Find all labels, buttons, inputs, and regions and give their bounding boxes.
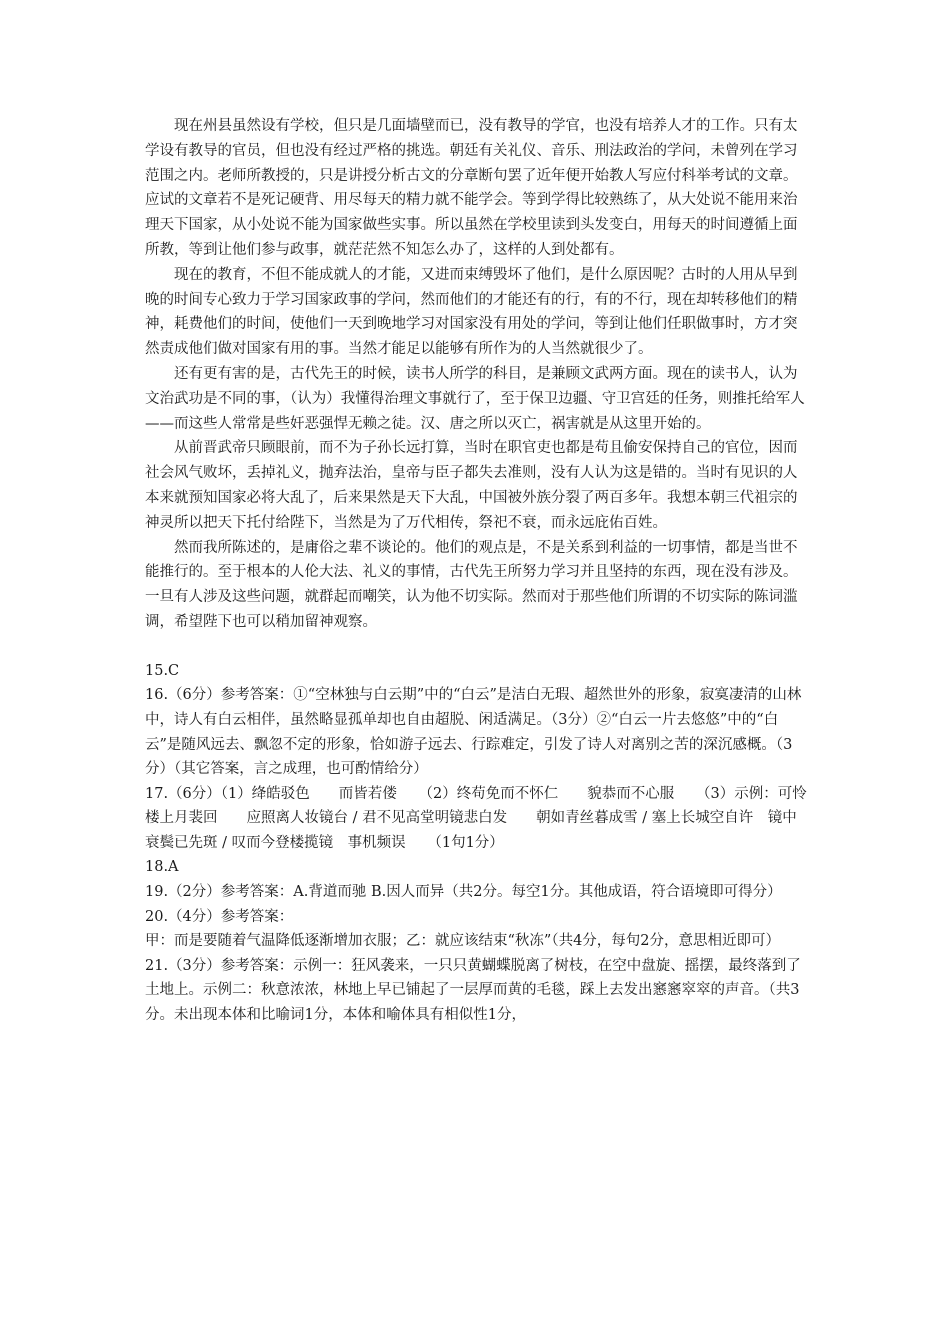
answer-17: 17.（6分）（1）绛皓驳色 而皆若偻 （2）终苟免而不怀仁 貌恭而不心服 （3）示例：可怜楼上月裴回 应照离人妆镜台 / 君不见高堂明镜悲白发 朝如青丝暮成雪 / 塞上长城空自许 镜中衰鬓已先斑 / 叹而今登楼揽镜 事机频误 （1句1分） <box>145 785 807 851</box>
translation-section <box>145 114 810 635</box>
answer-21: 21.（3分）参考答案：示例一：狂风袭来，一只只黄蝴蝶脱离了树枝，在空中盘旋、摇摆，最终落到了土地上。示例二：秋意浓浓，林地上早已铺起了一层厚而黄的毛毯，踩上去发出窸窸窣窣的声音。（共3分。未出现本体和比喻词1分，本体和喻体具有相似性1分， <box>145 957 801 1024</box>
answer-19: 19.（2分）参考答案：A.背道而驰 B.因人而异（共2分。每空1分。其他成语，符合语境即可得分） <box>145 884 782 901</box>
answer-18: 18.A <box>145 859 179 876</box>
translation-paragraph: 现在州县虽然设有学校，但只是几面墙壁而已，没有教导的学官，也没有培养人才的工作。只有太学设有教导的官员，但也没有经过严格的挑选。朝廷有关礼仪、音乐、刑法政治的学问，未曾列在学习范围之内。老师所教授的，只是讲授分析古文的分章断句罢了近年便开始教人写应付科举考试的文章。应试的文章若不是死记硬背、用尽每天的精力就不能学会。等到学得比较熟练了，从大处说不能用来治理天下国家，从小处说不能为国家做些实事。所以虽然在学校里读到头发变白，用每天的时间遵循上面所教，等到让他们参与政事，就茫茫然不知怎么办了，这样的人到处都有。 <box>145 118 798 258</box>
answer-15: 15.C <box>145 662 180 679</box>
translation-paragraph: 现在的教育，不但不能成就人的才能，又进而束缚毁坏了他们，是什么原因呢？古时的人用从早到晚的时间专心致力于学习国家政事的学问，然而他们的才能还有的行，有的不行，现在却转移他们的精神，耗费他们的时间，使他们一天到晚地学习对国家没有用处的学问，等到让他们任职做事时，方才突然责成他们做对国家有用的事。当然才能足以能够有所作为的人当然就很少了。 <box>145 266 798 358</box>
answer-20-body: 甲：而是要随着气温降低逐渐增加衣服；乙：就应该结束“秋冻”（共4分，每句2分，意思相近即可） <box>145 933 781 950</box>
translation-paragraph: 从前晋武帝只顾眼前，而不为子孙长远打算，当时在职官吏也都是苟且偷安保持自己的官位，因而社会风气败坏，丢掉礼义，抛弃法治，皇帝与臣子都失去准则，没有人认为这是错的。当时有见识的人本来就预知国家必将大乱了，后来果然是天下大乱，中国被外族分裂了两百多年。我想本朝三代祖宗的神灵所以把天下托付给陛下，当然是为了万代相传，祭祀不衰，而永远庇佑百姓。 <box>145 440 798 531</box>
answer-key-section <box>145 659 810 1028</box>
answer-20-heading: 20.（4分）参考答案： <box>145 908 294 925</box>
translation-paragraph: 还有更有害的是，古代先王的时候，读书人所学的科目，是兼顾文武两方面。现在的读书人，认为文治武功是不同的事，（认为）我懂得治理文事就行了，至于保卫边疆、守卫宫廷的任务，则推托给军人——而这些人常常是些奸恶强悍无赖之徒。汉、唐之所以灭亡，祸害就是从这里开始的。 <box>145 365 805 432</box>
page-content <box>145 114 810 1028</box>
section-gap <box>145 635 810 659</box>
answer-16: 16.（6分）参考答案：①“空林独与白云期”中的“白云”是洁白无瑕、超然世外的形象，寂寞凄清的山林中，诗人有白云相伴，虽然略显孤单却也自由超脱、闲适满足。（3分）②“白云一片去悠悠”中的“白云”是随风远去、飘忽不定的形象，恰如游子远去、行踪难定，引发了诗人对离别之苦的深沉感概。（3分）（其它答案，言之成理，也可酌情给分） <box>145 687 802 778</box>
translation-paragraph: 然而我所陈述的，是庸俗之辈不谈论的。他们的观点是，不是关系到利益的一切事情，都是当世不能推行的。至于根本的人伦大法、礼义的事情，古代先王所努力学习并且坚持的东西，现在没有涉及。一旦有人涉及这些问题，就群起而嘲笑，认为他不切实际。然而对于那些他们所谓的不切实际的陈词滥调，希望陛下也可以稍加留神观察。 <box>145 539 798 630</box>
